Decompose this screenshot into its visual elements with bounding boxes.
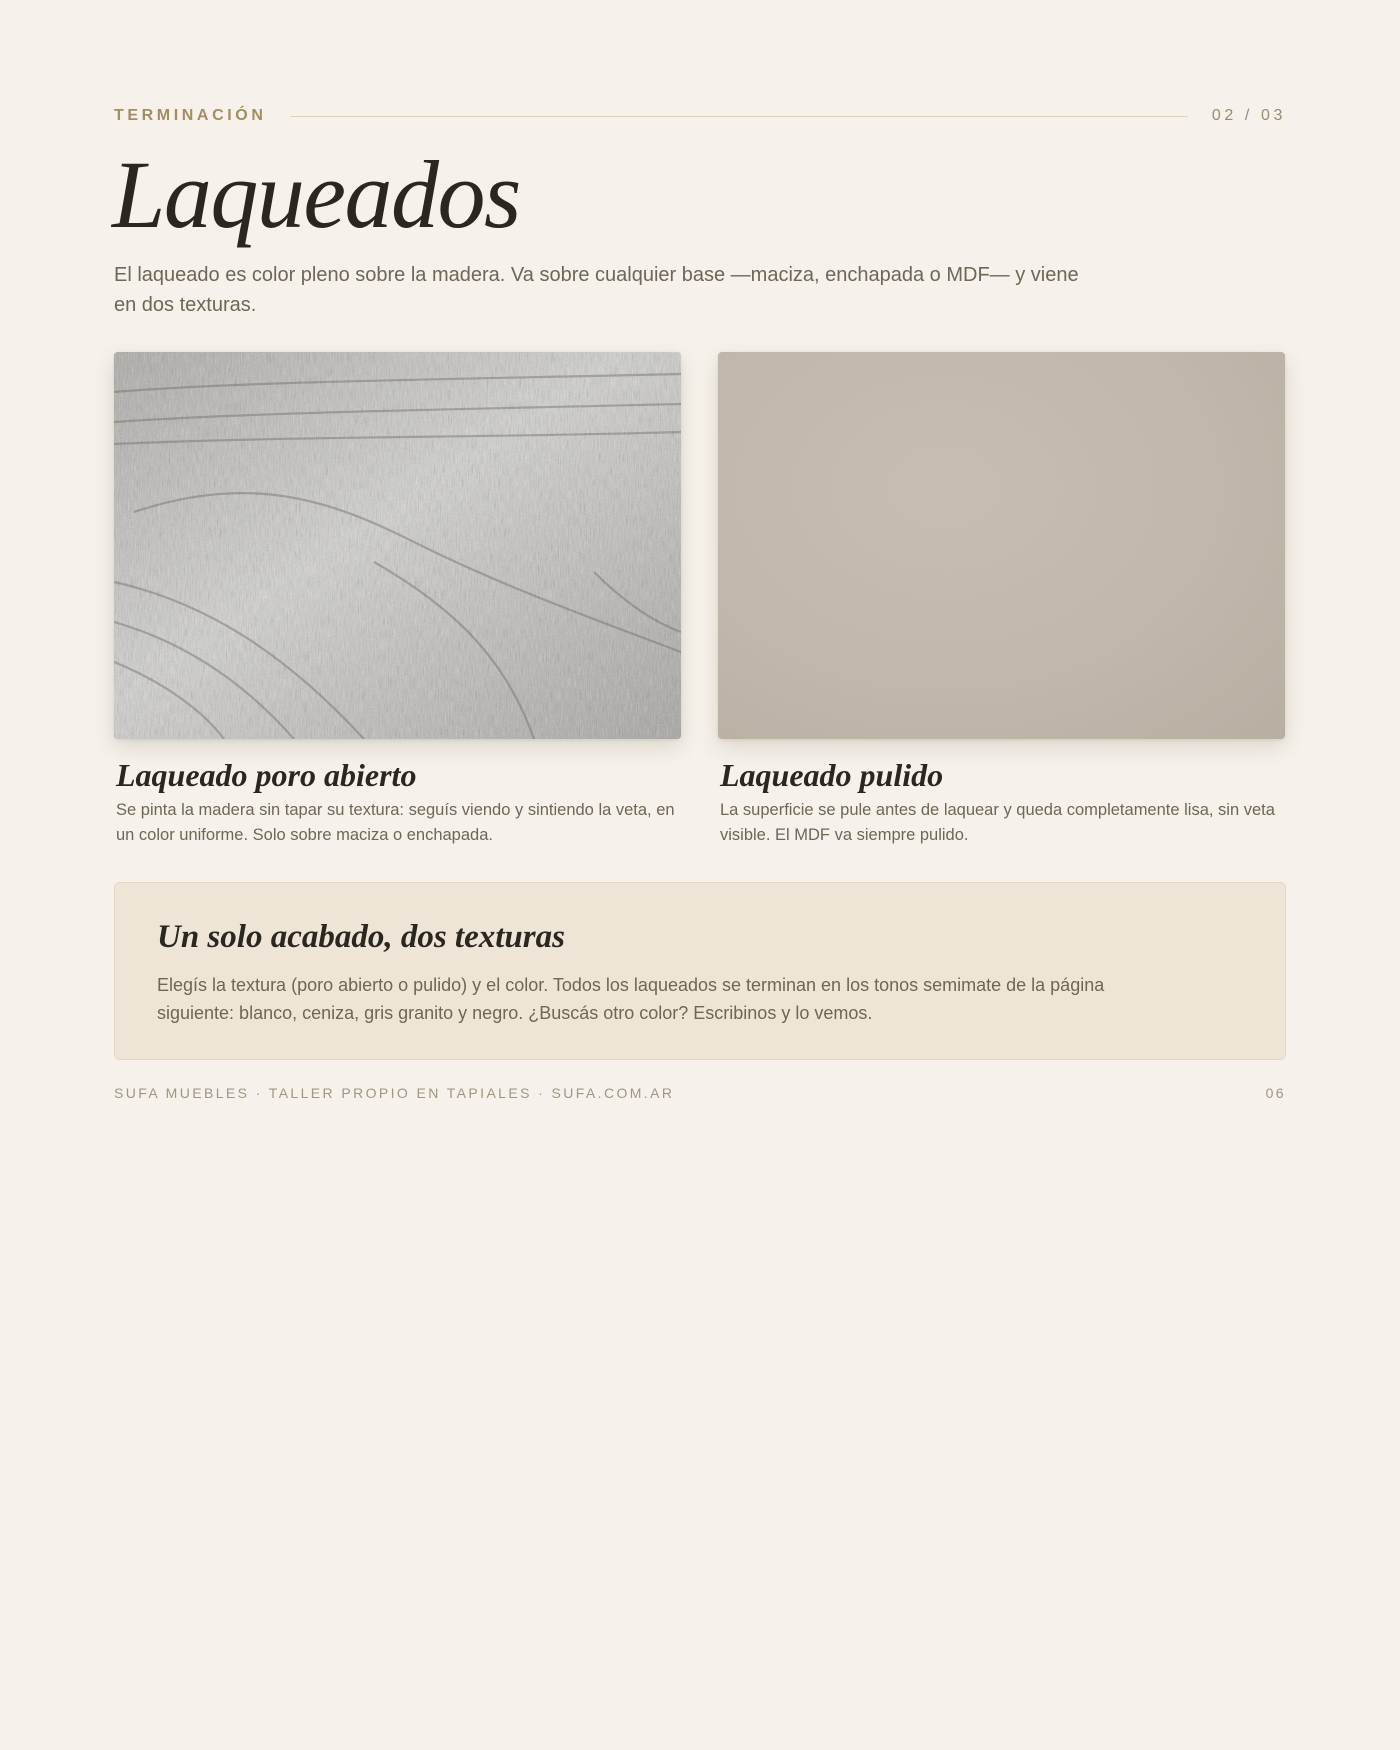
header-divider — [290, 116, 1187, 117]
section-page-counter: 02 / 03 — [1211, 107, 1286, 124]
intro-paragraph: El laqueado es color pleno sobre la madera. Va sobre cualquier base —maciza, enchapada o MDF— y viene en dos texturas. — [114, 264, 1079, 316]
card-title: Laqueado pulido — [720, 757, 944, 793]
finish-card-polished — [718, 352, 1285, 848]
open-pore-texture-image — [114, 352, 681, 739]
section-header — [114, 104, 1286, 128]
section-label: TERMINACIÓN — [114, 107, 267, 124]
footer-page-number: 06 — [1265, 1085, 1286, 1101]
finish-card-open-pore — [114, 352, 681, 848]
footer-brand-text: SUFA MUEBLES · TALLER PROPIO EN TAPIALES · SUFA.COM.AR — [114, 1085, 675, 1101]
info-note-box — [114, 882, 1286, 1060]
card-description: La superficie se pule antes de laquear y queda completamente lisa, sin veta visible. El MDF va siempre pulido. — [720, 801, 1275, 844]
page-title: Laqueados — [112, 141, 520, 248]
page-footer — [114, 1085, 1286, 1101]
polished-swatch-image — [718, 352, 1285, 739]
note-text: Elegís la textura (poro abierto o pulido) y el color. Todos los laqueados se terminan en los tonos semimate de la página siguiente: blanco, ceniza, gris granito y negro. ¿Buscás otro color? Escribinos y lo vemos. — [157, 975, 1105, 1023]
card-description: Se pinta la madera sin tapar su textura: seguís viendo y sintiendo la veta, en un color uniforme. Solo sobre maciza o enchapada. — [116, 801, 675, 844]
card-title: Laqueado poro abierto — [116, 757, 417, 793]
note-title: Un solo acabado, dos texturas — [157, 919, 565, 955]
